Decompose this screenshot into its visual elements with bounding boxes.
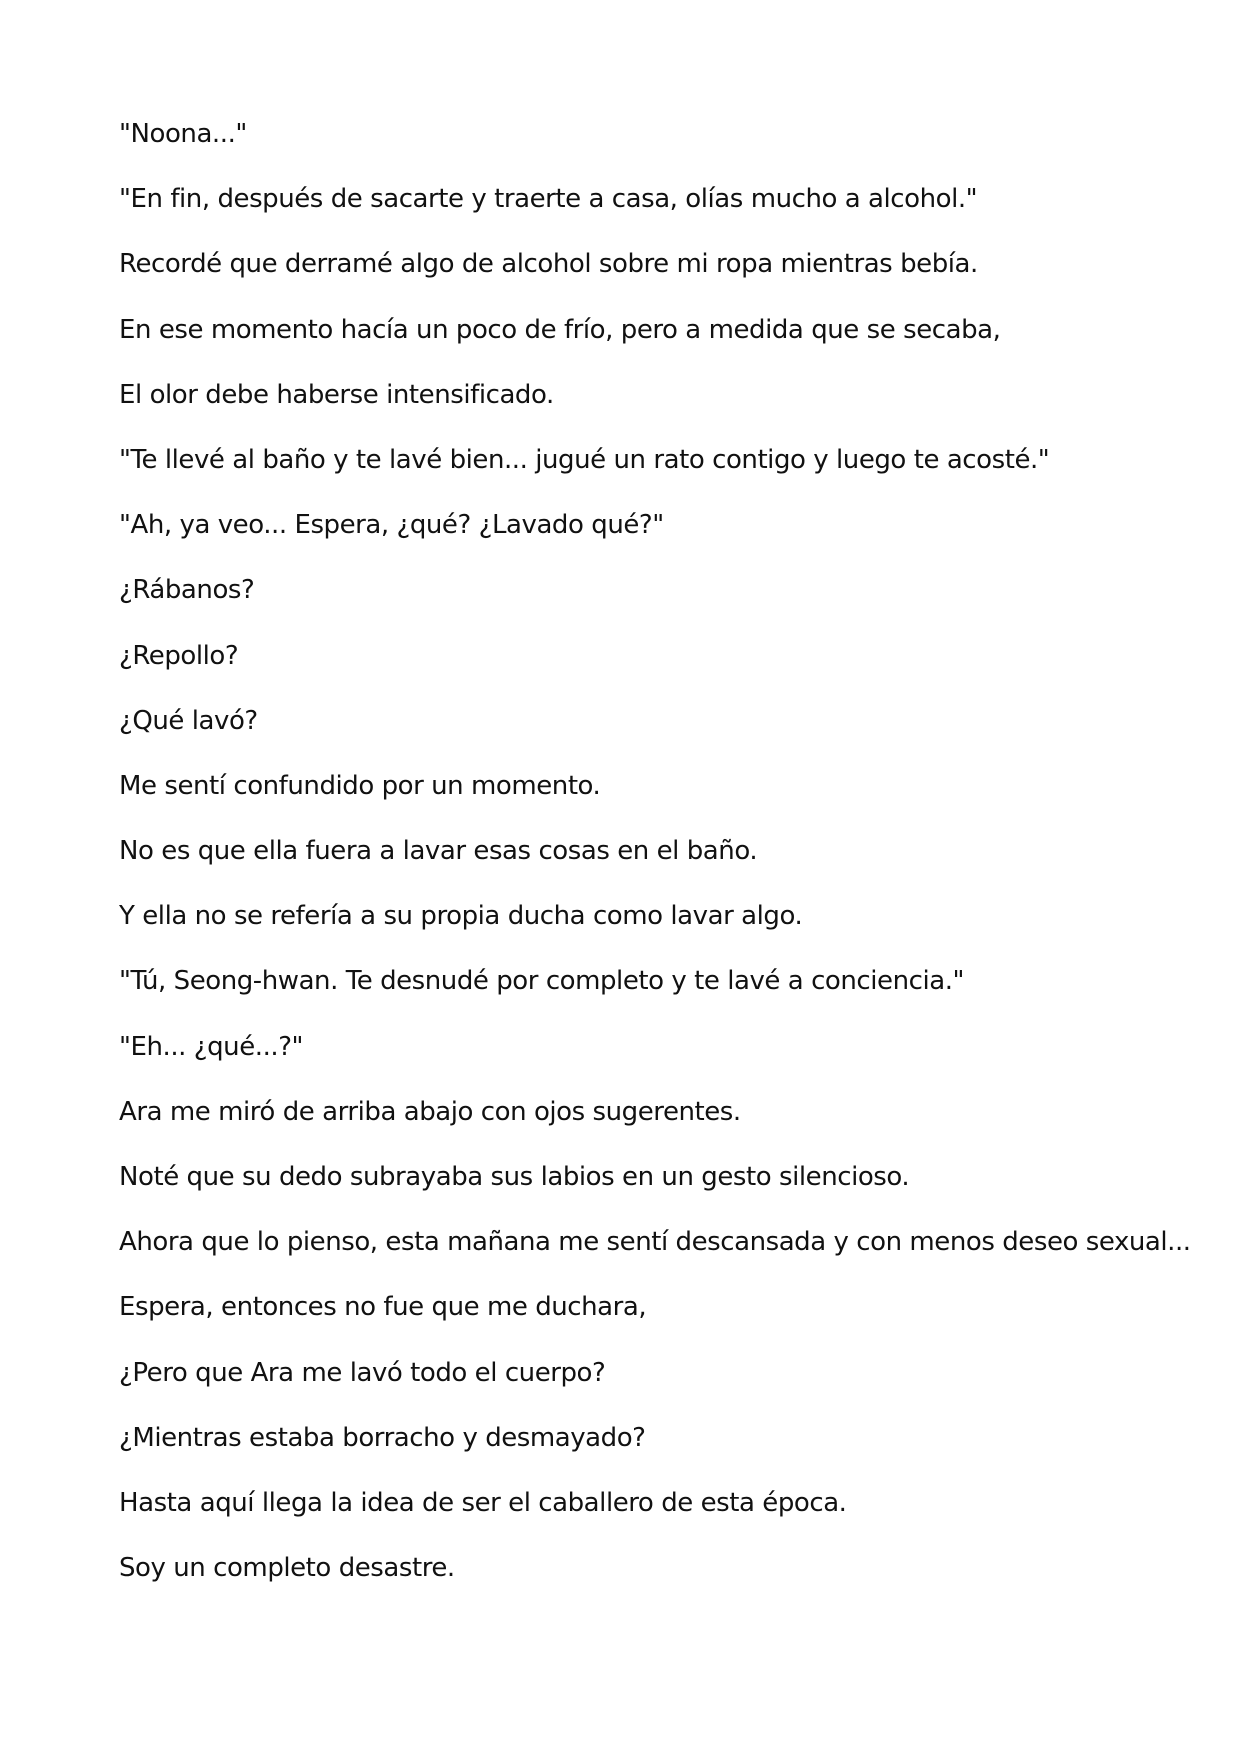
paragraph: "Tú, Seong-hwan. Te desnudé por completo y te lavé a conciencia."	[119, 966, 965, 997]
body-text	[119, 119, 1191, 1618]
paragraph: "En fin, después de sacarte y traerte a casa, olías mucho a alcohol."	[119, 184, 978, 215]
paragraph: Y ella no se refería a su propia ducha como lavar algo.	[119, 901, 803, 932]
paragraph: Recordé que derramé algo de alcohol sobre mi ropa mientras bebía.	[119, 249, 978, 280]
paragraph: ¿Mientras estaba borracho y desmayado?	[119, 1422, 646, 1453]
paragraph: Me sentí confundido por un momento.	[119, 770, 601, 801]
paragraph: No es que ella fuera a lavar esas cosas en el baño.	[119, 836, 758, 867]
paragraph: "Te llevé al baño y te lavé bien... jugué un rato contigo y luego te acosté."	[119, 444, 1050, 475]
paragraph: Espera, entonces no fue que me duchara,	[119, 1292, 647, 1323]
paragraph: El olor debe haberse intensificado.	[119, 379, 554, 410]
paragraph: ¿Pero que Ara me lavó todo el cuerpo?	[119, 1357, 606, 1388]
paragraph: Ahora que lo pienso, esta mañana me sentí descansada y con menos deseo sexual...	[119, 1227, 1191, 1258]
paragraph: "Ah, ya veo... Espera, ¿qué? ¿Lavado qué?"	[119, 510, 664, 541]
paragraph: Ara me miró de arriba abajo con ojos sugerentes.	[119, 1096, 741, 1127]
paragraph: "Eh... ¿qué...?"	[119, 1031, 304, 1062]
paragraph: Hasta aquí llega la idea de ser el caballero de esta época.	[119, 1487, 847, 1518]
paragraph: Soy un completo desastre.	[119, 1553, 455, 1584]
paragraph: ¿Rábanos?	[119, 575, 255, 606]
paragraph: ¿Qué lavó?	[119, 705, 258, 736]
paragraph: "Noona..."	[119, 119, 247, 149]
paragraph: En ese momento hacía un poco de frío, pero a medida que se secaba,	[119, 314, 1001, 345]
paragraph: Noté que su dedo subrayaba sus labios en un gesto silencioso.	[119, 1162, 910, 1192]
paragraph: ¿Repollo?	[119, 640, 239, 671]
